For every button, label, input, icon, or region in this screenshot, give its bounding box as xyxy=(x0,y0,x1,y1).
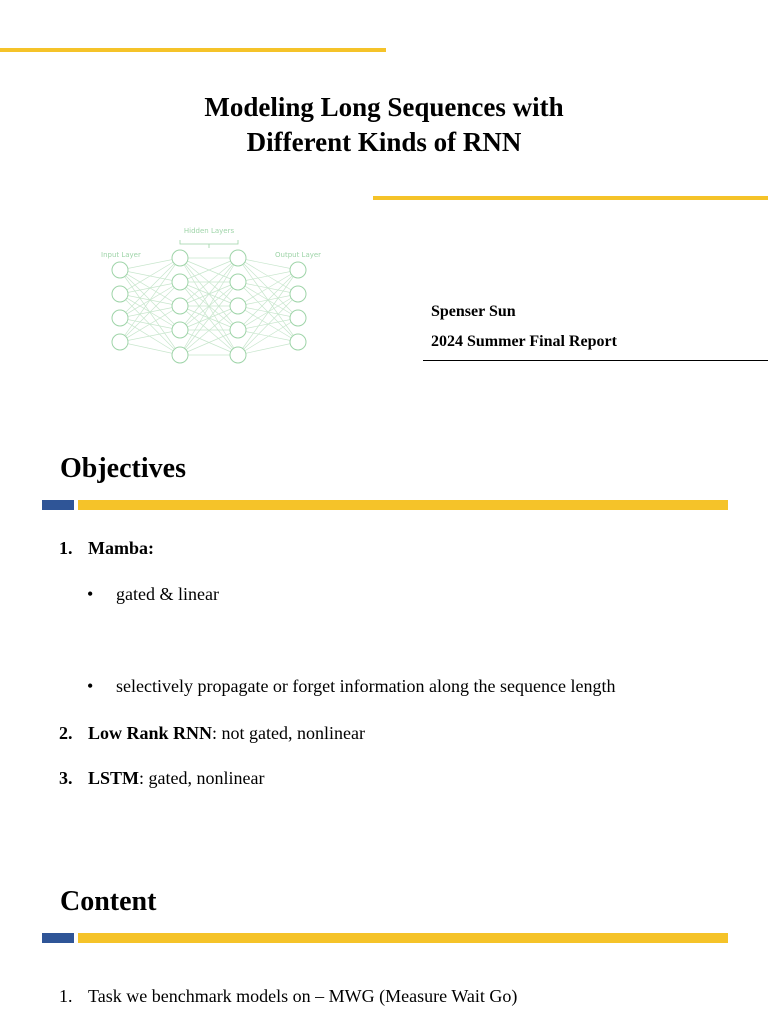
objective-number: 3. xyxy=(59,768,73,788)
network-connection xyxy=(120,258,180,342)
title-line-1: Modeling Long Sequences with xyxy=(204,92,564,122)
content-text: Task we benchmark models on – MWG (Measure Wait Go) xyxy=(88,986,518,1006)
objective-number: 1. xyxy=(59,538,73,558)
input-layer-label: Input Layer xyxy=(101,251,141,259)
network-connection xyxy=(120,258,180,294)
right-accent-bar xyxy=(373,196,768,200)
output-layer-label: Output Layer xyxy=(275,251,322,259)
report-title: 2024 Summer Final Report xyxy=(431,333,617,350)
bullet-icon: • xyxy=(87,676,94,696)
objective-item-lstm xyxy=(0,766,768,790)
network-node xyxy=(172,298,188,314)
objective-bullet xyxy=(0,674,768,698)
hidden-layers-label: Hidden Layers xyxy=(183,227,235,235)
content-number: 1. xyxy=(59,986,73,1006)
network-node xyxy=(230,347,246,363)
network-connection xyxy=(120,258,180,318)
network-node xyxy=(172,250,188,266)
network-node xyxy=(172,274,188,290)
network-node xyxy=(112,286,128,302)
objective-desc: : gated, nonlinear xyxy=(139,768,265,788)
objective-item-low-rank-rnn xyxy=(0,721,768,745)
network-connection xyxy=(120,258,180,270)
objective-name: Mamba: xyxy=(88,538,154,558)
bullet-text: gated & linear xyxy=(116,584,219,604)
hidden-layers-bracket xyxy=(180,240,238,248)
network-node xyxy=(230,250,246,266)
objective-bullet xyxy=(0,582,768,606)
bullet-text: selectively propagate or forget information along the sequence length xyxy=(116,676,616,696)
content-heading: Content xyxy=(60,886,157,917)
objective-item-mamba xyxy=(0,536,768,560)
top-accent-bar xyxy=(0,48,386,52)
network-node xyxy=(290,286,306,302)
network-node xyxy=(230,274,246,290)
network-connections xyxy=(120,258,298,355)
network-connection xyxy=(238,270,298,330)
network-node xyxy=(230,322,246,338)
author-name: Spenser Sun xyxy=(431,303,516,320)
objective-number: 2. xyxy=(59,723,73,743)
network-connection xyxy=(238,258,298,270)
network-node xyxy=(290,262,306,278)
neural-network-diagram xyxy=(88,220,338,375)
network-connection xyxy=(238,318,298,330)
network-connection xyxy=(120,282,180,342)
author-block xyxy=(431,297,617,357)
objectives-heading: Objectives xyxy=(60,453,186,484)
network-node xyxy=(290,334,306,350)
network-connection xyxy=(120,342,180,355)
network-connection xyxy=(238,342,298,355)
network-node xyxy=(112,334,128,350)
network-node xyxy=(290,310,306,326)
content-rule-blue xyxy=(42,933,74,943)
page-title xyxy=(0,90,768,160)
network-connection xyxy=(238,330,298,342)
content-rule-yellow xyxy=(78,933,728,943)
objective-desc: : not gated, nonlinear xyxy=(212,723,365,743)
objectives-rule-blue xyxy=(42,500,74,510)
objective-name: Low Rank RNN xyxy=(88,723,213,743)
network-connection xyxy=(238,270,298,282)
network-node xyxy=(112,310,128,326)
network-node xyxy=(230,298,246,314)
network-node xyxy=(172,347,188,363)
content-item xyxy=(0,984,768,1008)
objectives-rule-yellow xyxy=(78,500,728,510)
network-node xyxy=(112,262,128,278)
bullet-icon: • xyxy=(87,584,94,604)
network-connection xyxy=(120,330,180,342)
title-line-2: Different Kinds of RNN xyxy=(246,127,522,157)
objective-name: LSTM xyxy=(88,768,140,788)
author-underline xyxy=(423,360,768,361)
network-node xyxy=(172,322,188,338)
